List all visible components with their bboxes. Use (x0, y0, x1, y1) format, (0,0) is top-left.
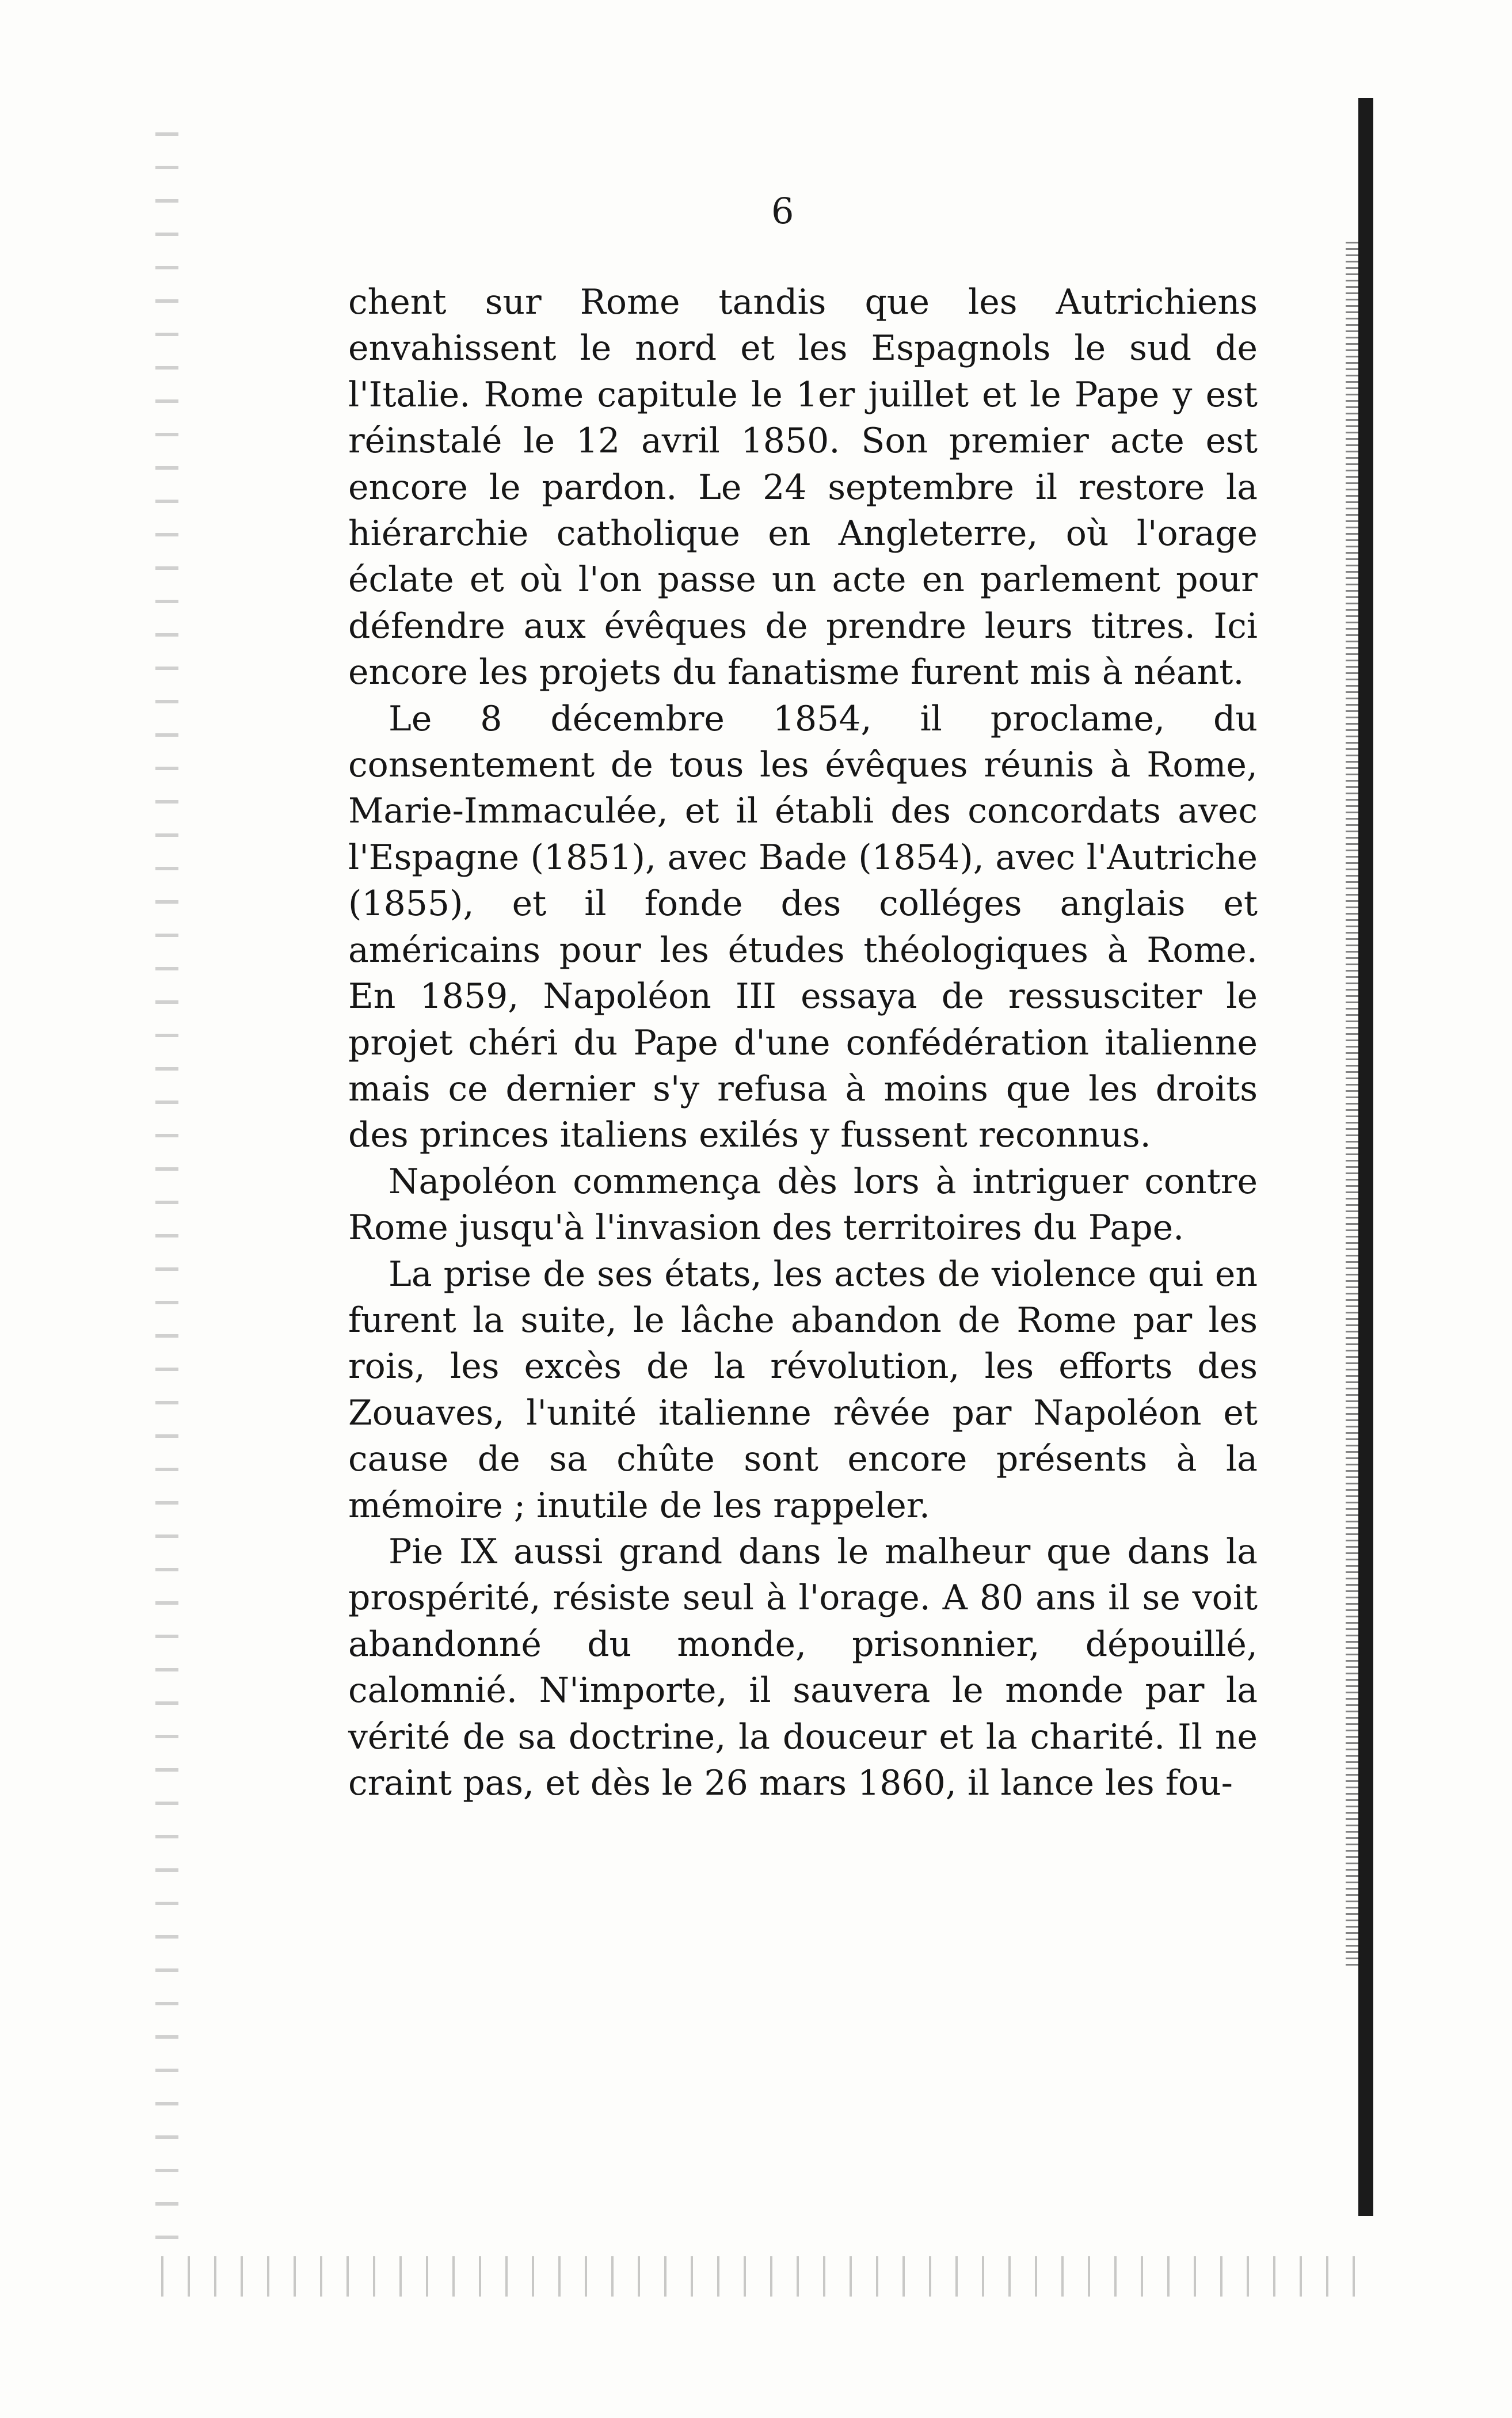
scan-right-fringe (1346, 242, 1359, 1968)
page-number: 6 (771, 190, 794, 232)
paragraph: chent sur Rome tandis que les Autrichiens envahissent le nord et les Espagnols le sud de l'Italie. Rome capitule le 1er juillet et le Pape y est réinstalé le 12 avril 1850. Son premier acte est encore le pardon. Le 24 septembre il restore la hiérarchie catholique en Angleterre, où l'orage éclate et où l'on passe un acte en parlement pour défendre aux évêques de prendre leurs titres. Ici encore les projets du fanatisme furent mis à néant. (348, 282, 1258, 693)
paragraph: Napoléon commença dès lors à intriguer contre Rome jusqu'à l'invasion des territoires du Pape. (348, 1161, 1258, 1248)
scan-left-edge (155, 132, 178, 2262)
paragraph: La prise de ses états, les actes de violence qui en furent la suite, le lâche abandon de Rome par les rois, les excès de la révolution, les efforts des Zouaves, l'unité italienne rêvée par Napoléon et cause de sa chûte sont encore présents à la mémoire ; inutile de les rappeler. (348, 1254, 1258, 1526)
paragraph: Le 8 décembre 1854, il proclame, du consentement de tous les évêques réunis à Rome, Marie-Immaculée, et il établi des concordats avec l'Espagne (1851), avec Bade (1854), avec l'Autriche (1855), et il fonde des colléges anglais et américains pour les études théologiques à Rome. En 1859, Napoléon III essaya de ressusciter le projet chéri du Pape d'une confédération italienne mais ce dernier s'y refusa à moins que les droits des princes italiens exilés y fussent reconnus. (348, 698, 1258, 1156)
scan-right-edge-bar (1358, 98, 1373, 2216)
scan-bottom-noise (161, 2256, 1358, 2297)
body-text (348, 279, 1258, 1806)
paragraph: Pie IX aussi grand dans le malheur que dans la prospérité, résiste seul à l'orage. A 80 ans il se voit abandonné du monde, prisonnier, dépouillé, calomnié. N'importe, il sauvera le monde par la vérité de sa doctrine, la douceur et la charité. Il ne craint pas, et dès le 26 mars 1860, il lance les fou- (348, 1531, 1258, 1803)
